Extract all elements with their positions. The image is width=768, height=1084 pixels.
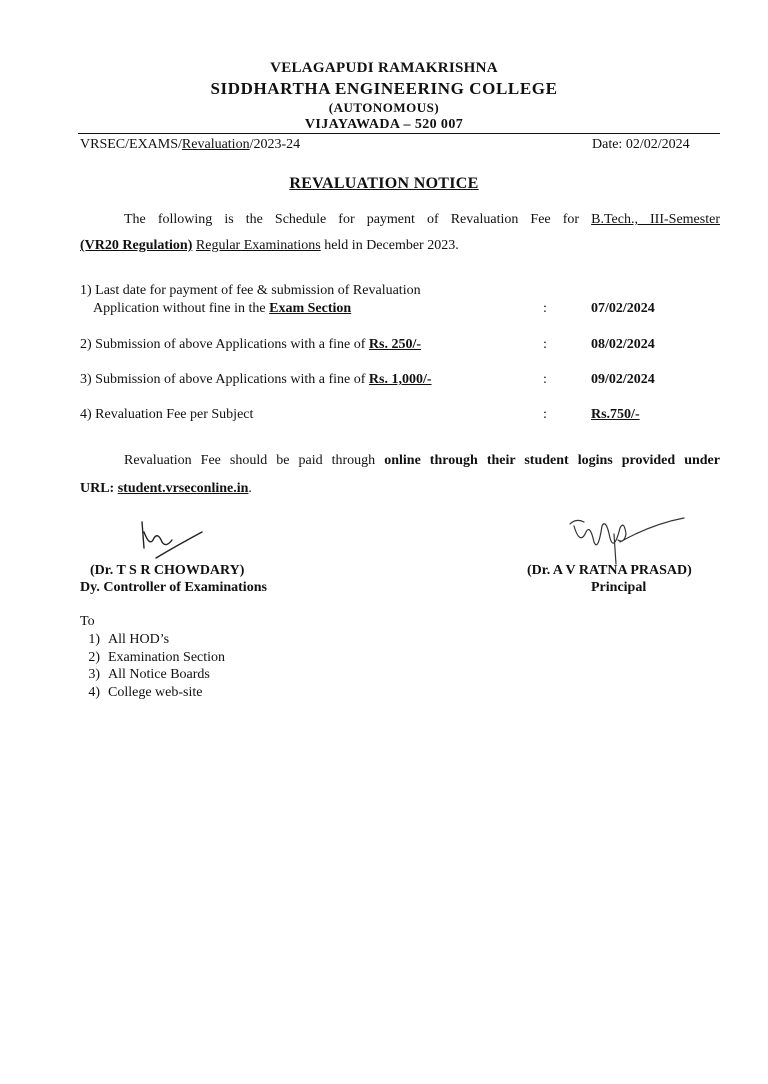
schedule-item-3-text: 3) Submission of above Applications with a fine of <box>80 372 369 387</box>
schedule-item-4-colon: : <box>543 407 547 422</box>
schedule-item-2-value: 08/02/2024 <box>591 337 655 352</box>
notice-date: Date: 02/02/2024 <box>592 137 690 152</box>
intro-end: held in December 2023. <box>320 238 459 253</box>
reference-prefix: VRSEC/EXAMS/ <box>80 137 182 152</box>
schedule-item-2-text: 2) Submission of above Applications with a fine of <box>80 337 369 352</box>
reference-underlined: Revaluation <box>181 137 250 152</box>
intro-line-1 <box>124 212 720 228</box>
distribution-label: To <box>80 614 95 629</box>
schedule-item-1-bold: Exam Section <box>269 301 352 316</box>
intro-text: The following is the Schedule for payment of Revaluation Fee for <box>124 212 592 227</box>
distribution-item <box>70 667 210 683</box>
header-divider <box>78 133 720 134</box>
signatory-left-name: (Dr. T S R CHOWDARY) <box>90 563 245 578</box>
institution-status: (AUTONOMOUS) <box>328 100 440 115</box>
reference-number <box>80 137 300 153</box>
intro-exams: Regular Examinations <box>195 238 321 253</box>
schedule-item-1-value: 07/02/2024 <box>591 301 655 316</box>
schedule-item-3-value: 09/02/2024 <box>591 372 655 387</box>
reference-suffix: /2023-24 <box>249 137 301 152</box>
intro-course: B.Tech., III-Semester <box>591 212 720 227</box>
schedule-item-4-value: Rs.750/- <box>591 407 640 422</box>
intro-regulation: (VR20 Regulation) <box>80 238 193 253</box>
signature-left-icon <box>136 518 210 562</box>
distribution-item-text: College web-site <box>108 685 203 700</box>
payment-line-1 <box>124 453 720 469</box>
distribution-item <box>70 685 202 701</box>
distribution-item-number: 1) <box>88 632 100 647</box>
institution-name: SIDDHARTHA ENGINEERING COLLEGE <box>210 79 558 98</box>
signatory-right-designation: Principal <box>591 580 647 595</box>
distribution-item-text: Examination Section <box>108 650 226 665</box>
signature-right-icon <box>562 512 688 570</box>
signatory-left-designation: Dy. Controller of Examinations <box>80 580 267 595</box>
schedule-item-2-colon: : <box>543 337 547 352</box>
intro-line-2 <box>80 238 459 254</box>
signatory-right-name: (Dr. A V RATNA PRASAD) <box>527 563 692 578</box>
institution-address: VIJAYAWADA – 520 007 <box>304 117 464 132</box>
student-portal-link[interactable]: student.vrseconline.in <box>117 481 249 496</box>
distribution-item <box>70 650 225 666</box>
institution-line-1: VELAGAPUDI RAMAKRISHNA <box>270 60 498 76</box>
schedule-item-1-line-1: 1) Last date for payment of fee & submission of Revaluation <box>80 283 421 298</box>
distribution-item-number: 2) <box>88 650 100 665</box>
schedule-item-1-line-2 <box>93 301 351 317</box>
payment-bold: online through their student logins provided under <box>384 453 720 468</box>
schedule-item-3 <box>80 372 432 388</box>
schedule-item-1-text: Application without fine in the <box>93 301 270 316</box>
schedule-item-1-colon: : <box>543 301 547 316</box>
schedule-item-3-colon: : <box>543 372 547 387</box>
payment-text: Revaluation Fee should be paid through <box>124 453 385 468</box>
schedule-item-2-bold: Rs. 250/- <box>368 337 422 352</box>
payment-end: . <box>248 481 252 496</box>
distribution-item-text: All HOD’s <box>108 632 170 647</box>
schedule-item-4-text: 4) Revaluation Fee per Subject <box>80 407 254 422</box>
payment-line-2 <box>80 481 252 497</box>
url-label: URL: <box>80 481 118 496</box>
distribution-item-number: 4) <box>88 685 100 700</box>
schedule-item-2 <box>80 337 421 353</box>
notice-title: REVALUATION NOTICE <box>289 175 479 192</box>
distribution-item <box>70 632 169 648</box>
distribution-item-number: 3) <box>88 667 100 682</box>
distribution-item-text: All Notice Boards <box>108 667 210 682</box>
schedule-item-3-bold: Rs. 1,000/- <box>368 372 432 387</box>
